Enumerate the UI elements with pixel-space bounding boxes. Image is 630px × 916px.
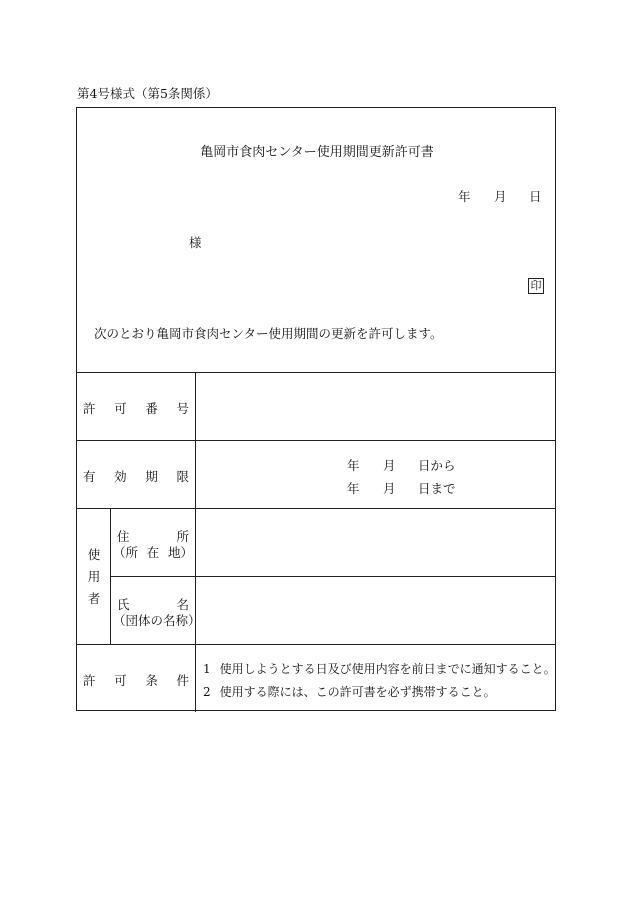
row-divider — [110, 576, 555, 577]
addressee-suffix: 様 — [189, 235, 202, 250]
condition-item: 2 使用する際には、この許可書を必ず携帯すること。 — [203, 685, 496, 699]
row-divider — [77, 508, 555, 509]
document-title: 亀岡市食肉センター使用期間更新許可書 — [200, 145, 434, 160]
address-sublabel: （所 在 地） — [113, 545, 193, 560]
validity-from-day: 日から — [418, 458, 456, 473]
issue-date-year: 年 — [458, 189, 471, 204]
name-label: 氏 名 — [117, 597, 189, 612]
column-divider — [195, 372, 196, 712]
validity-to-month: 月 — [383, 481, 396, 496]
column-divider — [110, 508, 111, 644]
row-divider — [77, 440, 555, 441]
permit-statement: 次のとおり亀岡市食肉センター使用期間の更新を許可します。 — [94, 326, 443, 341]
conditions-label: 許 可 条 件 — [83, 673, 189, 688]
permit-number-label: 許 可 番 号 — [83, 401, 189, 416]
form-number: 第4号様式（第5条関係） — [77, 86, 218, 101]
row-divider — [77, 372, 555, 373]
condition-item: 1 使用しようとする日及び使用内容を前日までに通知すること。 — [203, 662, 556, 676]
user-label: 使 用 者 — [87, 547, 101, 606]
issue-date-month: 月 — [494, 189, 507, 204]
seal-mark: 印 — [528, 278, 544, 294]
validity-label: 有 効 期 限 — [83, 469, 189, 484]
permit-form — [76, 107, 556, 711]
issue-date-day: 日 — [529, 189, 542, 204]
validity-from-month: 月 — [383, 458, 396, 473]
validity-to-year: 年 — [347, 481, 360, 496]
validity-to-day: 日まで — [418, 481, 456, 496]
row-divider — [77, 644, 555, 645]
address-label: 住 所 — [117, 529, 189, 544]
name-sublabel: （団体の名称） — [113, 613, 201, 628]
validity-from-year: 年 — [347, 458, 360, 473]
